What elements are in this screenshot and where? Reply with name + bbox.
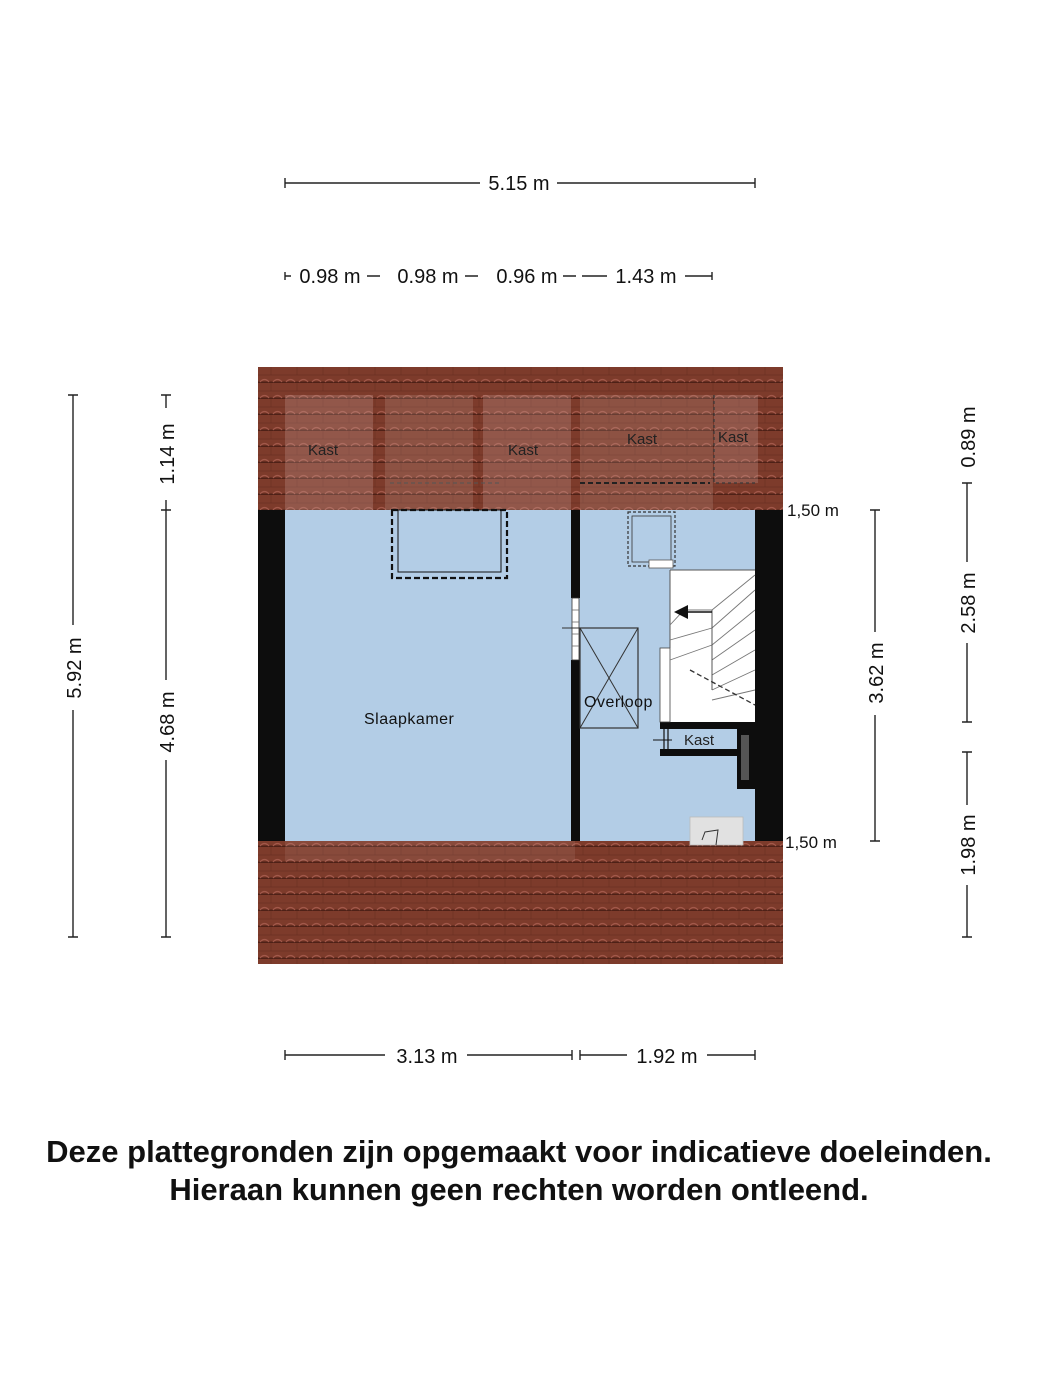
svg-text:4.68 m: 4.68 m <box>157 691 179 753</box>
dimension-right-outer <box>958 406 980 937</box>
closet-wall-top <box>660 722 755 729</box>
roof-bottom <box>258 841 783 964</box>
partition-wall-upper <box>571 510 580 598</box>
door-opening <box>572 598 579 660</box>
svg-text:5.92 m: 5.92 m <box>64 637 86 699</box>
svg-text:2.58 m: 2.58 m <box>958 572 980 634</box>
closet-area-4 <box>580 395 713 510</box>
svg-text:3.13 m: 3.13 m <box>396 1046 458 1068</box>
right-wall <box>755 510 783 841</box>
svg-text:0.89 m: 0.89 m <box>958 406 980 468</box>
dimension-top-segments <box>285 266 712 288</box>
room-label-slaapkamer: Slaapkamer <box>364 711 455 728</box>
dimension-left-inner <box>157 395 179 937</box>
svg-text:3.62 m: 3.62 m <box>866 642 888 704</box>
dimension-right-middle <box>866 510 888 841</box>
closet-label-5: Kast <box>684 732 715 749</box>
partition-wall-lower <box>571 660 580 841</box>
svg-text:5.15 m: 5.15 m <box>488 173 550 195</box>
closet-label-2: Kast <box>508 442 539 459</box>
closet-label-4: Kast <box>718 429 749 446</box>
svg-text:0.96 m: 0.96 m <box>496 266 558 288</box>
height-label-bottom: 1,50 m <box>785 833 837 852</box>
disclaimer-line-2: Hieraan kunnen geen rechten worden ontleend. <box>169 1172 869 1207</box>
svg-text:0.98 m: 0.98 m <box>299 266 361 288</box>
disclaimer-line-1: Deze plattegronden zijn opgemaakt voor indicatieve doeleinden. <box>46 1134 992 1169</box>
staircase <box>660 570 755 722</box>
svg-text:1.92 m: 1.92 m <box>636 1046 698 1068</box>
closet-wall-side <box>660 749 743 756</box>
dimension-top-total <box>285 173 755 195</box>
closet-label-1: Kast <box>308 442 339 459</box>
left-wall <box>258 510 285 841</box>
svg-text:1.14 m: 1.14 m <box>157 423 179 485</box>
disclaimer <box>0 1133 1038 1209</box>
closet-label-3: Kast <box>627 431 658 448</box>
dimension-left-outer <box>64 395 86 937</box>
svg-text:1.98 m: 1.98 m <box>958 814 980 876</box>
dimension-bottom-segments <box>285 1046 755 1068</box>
radiator <box>690 817 743 845</box>
svg-text:0.98 m: 0.98 m <box>397 266 459 288</box>
roof-top <box>258 367 783 510</box>
svg-text:1.43 m: 1.43 m <box>615 266 677 288</box>
closet-area-2 <box>385 395 473 510</box>
room-label-overloop: Overloop <box>584 694 653 711</box>
height-label-top: 1,50 m <box>787 501 839 520</box>
